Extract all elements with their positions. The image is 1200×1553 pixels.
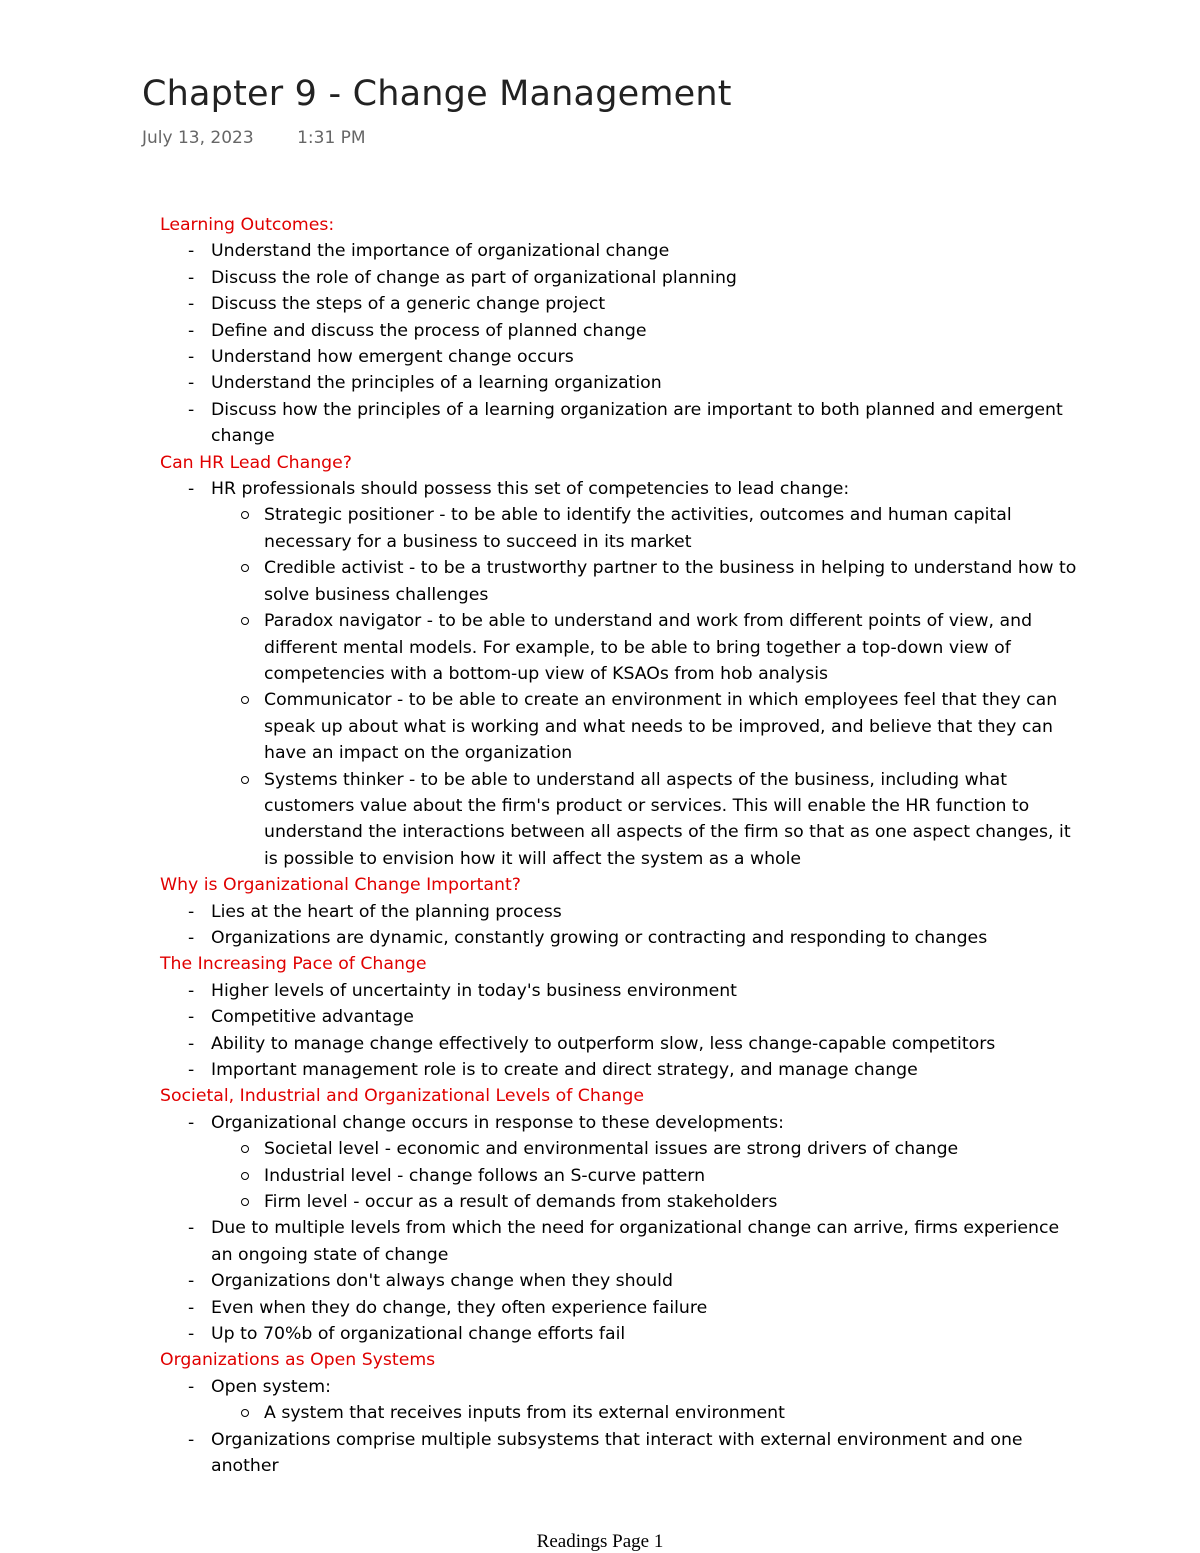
list-item: - Ability to manage change effectively to outperform slow, less change-capable competitors — [160, 1031, 1080, 1057]
list-item: - Up to 70%b of organizational change efforts fail — [160, 1321, 1080, 1347]
sub-list-item: Systems thinker - to be able to understand all aspects of the business, including what customers value about the firm's product or services. This will enable the HR function to understand the interactions between all aspects of the firm so that as one aspect changes, it is possible to envision how it will affect the system as a whole — [160, 767, 1080, 873]
section-heading: Organizations as Open Systems — [160, 1350, 436, 1371]
page-footer: Readings Page 1 — [536, 1531, 664, 1552]
list-item: - HR professionals should possess this set of competencies to lead change: — [160, 476, 1080, 502]
sub-list-item: Industrial level - change follows an S-curve pattern — [160, 1163, 1080, 1189]
page-meta — [142, 128, 366, 148]
page-date: July 13, 2023 — [142, 128, 254, 148]
sub-list-item: Strategic positioner - to be able to identify the activities, outcomes and human capital necessary for a business to succeed in its market — [160, 502, 1080, 555]
page-time: 1:31 PM — [297, 128, 366, 148]
list-item: - Even when they do change, they often experience failure — [160, 1295, 1080, 1321]
list-item: - Competitive advantage — [160, 1004, 1080, 1030]
section-heading: Societal, Industrial and Organizational Levels of Change — [160, 1086, 644, 1107]
list-item: - Organizational change occurs in response to these developments: — [160, 1110, 1080, 1136]
list-item: - Discuss the role of change as part of organizational planning — [160, 265, 1080, 291]
list-item: - Discuss how the principles of a learning organization are important to both planned and emergent change — [160, 397, 1080, 450]
section-heading: The Increasing Pace of Change — [160, 954, 427, 975]
notes-body — [160, 212, 1080, 1480]
sub-list-item: Firm level - occur as a result of demands from stakeholders — [160, 1189, 1080, 1215]
list-item: - Organizations are dynamic, constantly growing or contracting and responding to changes — [160, 925, 1080, 951]
sub-list-item: Paradox navigator - to be able to understand and work from different points of view, and different mental models. For example, to be able to bring together a top-down view of competencies with a bottom-up view of KSAOs from hob analysis — [160, 608, 1080, 687]
list-item: - Understand the principles of a learning organization — [160, 370, 1080, 396]
list-item: - Open system: — [160, 1374, 1080, 1400]
list-item: - Organizations comprise multiple subsystems that interact with external environment and one another — [160, 1427, 1080, 1480]
list-item: - Important management role is to create and direct strategy, and manage change — [160, 1057, 1080, 1083]
section-heading: Why is Organizational Change Important? — [160, 875, 521, 896]
list-item: - Organizations don't always change when they should — [160, 1268, 1080, 1294]
list-item: - Understand how emergent change occurs — [160, 344, 1080, 370]
section-heading: Can HR Lead Change? — [160, 452, 352, 473]
page-title: Chapter 9 - Change Management — [142, 74, 732, 114]
list-item: - Discuss the steps of a generic change project — [160, 291, 1080, 317]
list-item: - Due to multiple levels from which the need for organizational change can arrive, firms experience an ongoing state of change — [160, 1215, 1080, 1268]
section-heading: Learning Outcomes: — [160, 215, 335, 235]
list-item: - Higher levels of uncertainty in today's business environment — [160, 978, 1080, 1004]
sub-list-item: Communicator - to be able to create an environment in which employees feel that they can speak up about what is working and what needs to be improved, and believe that they can have an impact on the organization — [160, 687, 1080, 766]
list-item: - Define and discuss the process of planned change — [160, 318, 1080, 344]
sub-list-item: Credible activist - to be a trustworthy partner to the business in helping to understand how to solve business challenges — [160, 555, 1080, 608]
sub-list-item: A system that receives inputs from its external environment — [160, 1400, 1080, 1426]
list-item: - Lies at the heart of the planning process — [160, 899, 1080, 925]
sub-list-item: Societal level - economic and environmental issues are strong drivers of change — [160, 1136, 1080, 1162]
list-item: - Understand the importance of organizational change — [160, 238, 1080, 264]
